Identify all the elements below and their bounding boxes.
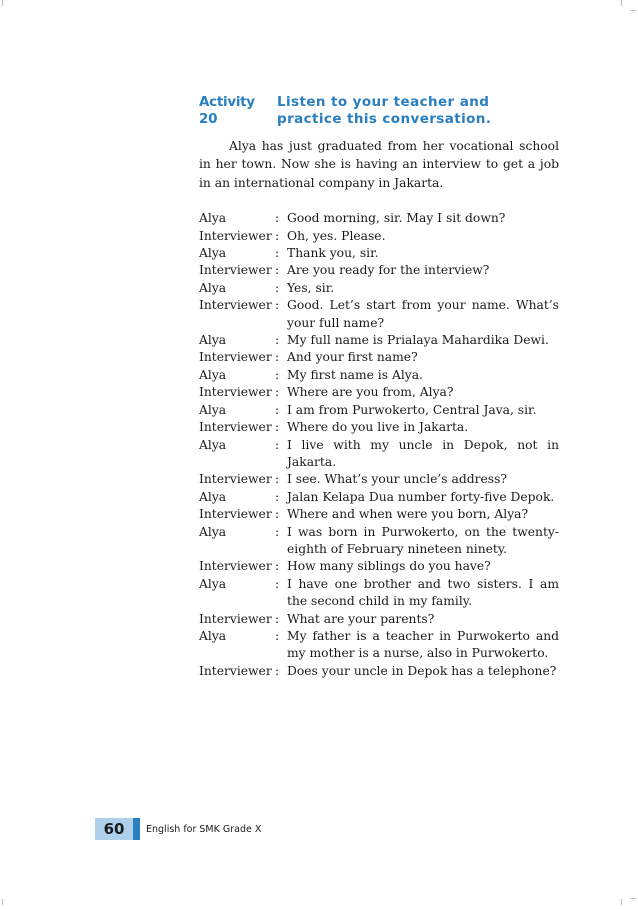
dialogue-line — [199, 628, 559, 663]
speaker-name: Alya — [199, 402, 227, 417]
utterance-text: How many siblings do you have? — [287, 559, 491, 574]
speaker-name: Interviewer — [199, 228, 272, 243]
dialogue-line — [199, 576, 559, 611]
page-footer — [95, 818, 261, 840]
separator-colon: : — [275, 333, 280, 348]
dialogue-line — [199, 419, 559, 436]
dialogue-line — [199, 437, 559, 472]
speaker-name: Alya — [199, 524, 227, 539]
separator-colon: : — [275, 507, 280, 522]
speaker-name: Alya — [199, 489, 227, 504]
dialogue-line — [199, 489, 559, 506]
utterance-text: Where do you live in Jakarta. — [287, 420, 469, 435]
separator-colon: : — [275, 402, 280, 417]
speaker-name: Interviewer — [199, 298, 272, 313]
dialogue-line — [199, 506, 559, 523]
separator-colon: : — [275, 385, 280, 400]
speaker-name: Interviewer — [199, 350, 272, 365]
utterance-text: My full name is Prialaya Mahardika Dewi. — [287, 333, 549, 348]
utterance-text: Good morning, sir. May I sit down? — [287, 211, 506, 226]
dialogue-line — [199, 384, 559, 401]
page-number: 60 — [95, 818, 133, 840]
activity-number: Activity 20 — [199, 94, 255, 127]
dialogue-line — [199, 262, 559, 279]
separator-colon: : — [275, 263, 280, 278]
utterance-text: And your first name? — [287, 350, 418, 365]
separator-colon: : — [275, 228, 280, 243]
activity-heading — [199, 94, 559, 128]
intro-paragraph: Alya has just graduated from her vocational school in her town. Now she is having an interview to get a job in an international company in Jakarta. — [199, 139, 559, 190]
utterance-text: Thank you, sir. — [287, 246, 379, 261]
utterance-text: I see. What’s your uncle’s address? — [287, 472, 507, 487]
separator-colon: : — [275, 437, 280, 452]
dialogue-line — [199, 663, 559, 680]
crop-mark-top-right — [621, 0, 622, 6]
utterance-text: Where are you from, Alya? — [287, 385, 454, 400]
dialogue-line — [199, 524, 559, 559]
utterance-text: Oh, yes. Please. — [287, 228, 386, 243]
utterance-text: What are your parents? — [287, 611, 435, 626]
speaker-name: Interviewer — [199, 663, 272, 678]
crop-mark-bottom-right — [621, 899, 622, 905]
separator-colon: : — [275, 420, 280, 435]
dialogue — [199, 210, 559, 680]
dialogue-line — [199, 245, 559, 262]
separator-colon: : — [275, 367, 280, 382]
activity-title: Listen to your teacher and practice this conversation. — [277, 94, 492, 127]
crop-mark-right-lower — [630, 898, 636, 899]
separator-colon: : — [275, 472, 280, 487]
speaker-name: Alya — [199, 246, 227, 261]
utterance-text: I was born in Purwokerto, on the twenty-eighth of February nineteen ninety. — [287, 524, 559, 556]
speaker-name: Alya — [199, 333, 227, 348]
utterance-text: Does your uncle in Depok has a telephone? — [287, 663, 557, 678]
utterance-text: Where and when were you born, Alya? — [287, 507, 529, 522]
dialogue-line — [199, 332, 559, 349]
crop-mark-top-left — [2, 0, 3, 6]
speaker-name: Interviewer — [199, 420, 272, 435]
speaker-name: Interviewer — [199, 611, 272, 626]
speaker-name: Interviewer — [199, 507, 272, 522]
speaker-name: Interviewer — [199, 385, 272, 400]
separator-colon: : — [275, 559, 280, 574]
separator-colon: : — [275, 611, 280, 626]
dialogue-line — [199, 558, 559, 575]
dialogue-line — [199, 280, 559, 297]
speaker-name: Alya — [199, 628, 227, 643]
dialogue-line — [199, 297, 559, 332]
speaker-name: Alya — [199, 211, 227, 226]
dialogue-line — [199, 349, 559, 366]
dialogue-line — [199, 611, 559, 628]
speaker-name: Alya — [199, 437, 227, 452]
utterance-text: I am from Purwokerto, Central Java, sir. — [287, 402, 537, 417]
utterance-text: My first name is Alya. — [287, 367, 423, 382]
utterance-text: I live with my uncle in Depok, not in Jakarta. — [287, 437, 559, 469]
speaker-name: Alya — [199, 367, 227, 382]
utterance-text: Are you ready for the interview? — [287, 263, 490, 278]
speaker-name: Interviewer — [199, 559, 272, 574]
speaker-name: Alya — [199, 280, 227, 295]
dialogue-line — [199, 210, 559, 227]
utterance-text: I have one brother and two sisters. I am the second child in my family. — [287, 576, 559, 609]
separator-colon: : — [275, 280, 280, 295]
dialogue-line — [199, 367, 559, 384]
crop-mark-bottom-left — [2, 899, 3, 905]
separator-colon: : — [275, 628, 280, 643]
separator-colon: : — [275, 350, 280, 365]
page-content — [199, 94, 559, 680]
utterance-text: My father is a teacher in Purwokerto and my mother is a nurse, also in Purwokerto. — [287, 628, 559, 661]
dialogue-line — [199, 471, 559, 488]
dialogue-line — [199, 402, 559, 419]
speaker-name: Interviewer — [199, 472, 272, 487]
crop-mark-right-upper — [630, 10, 636, 11]
separator-colon: : — [275, 246, 280, 261]
separator-colon: : — [275, 211, 280, 226]
separator-colon: : — [275, 663, 280, 678]
utterance-text: Jalan Kelapa Dua number forty-five Depok. — [287, 489, 555, 504]
speaker-name: Interviewer — [199, 263, 272, 278]
book-title: English for SMK Grade X — [146, 823, 262, 835]
separator-colon: : — [275, 524, 280, 539]
separator-colon: : — [275, 576, 280, 591]
footer-accent-bar — [133, 818, 140, 840]
dialogue-line — [199, 228, 559, 245]
speaker-name: Alya — [199, 576, 227, 591]
utterance-text: Yes, sir. — [287, 280, 335, 295]
separator-colon: : — [275, 489, 280, 504]
separator-colon: : — [275, 298, 280, 313]
utterance-text: Good. Let’s start from your name. What’s your full name? — [287, 298, 559, 330]
